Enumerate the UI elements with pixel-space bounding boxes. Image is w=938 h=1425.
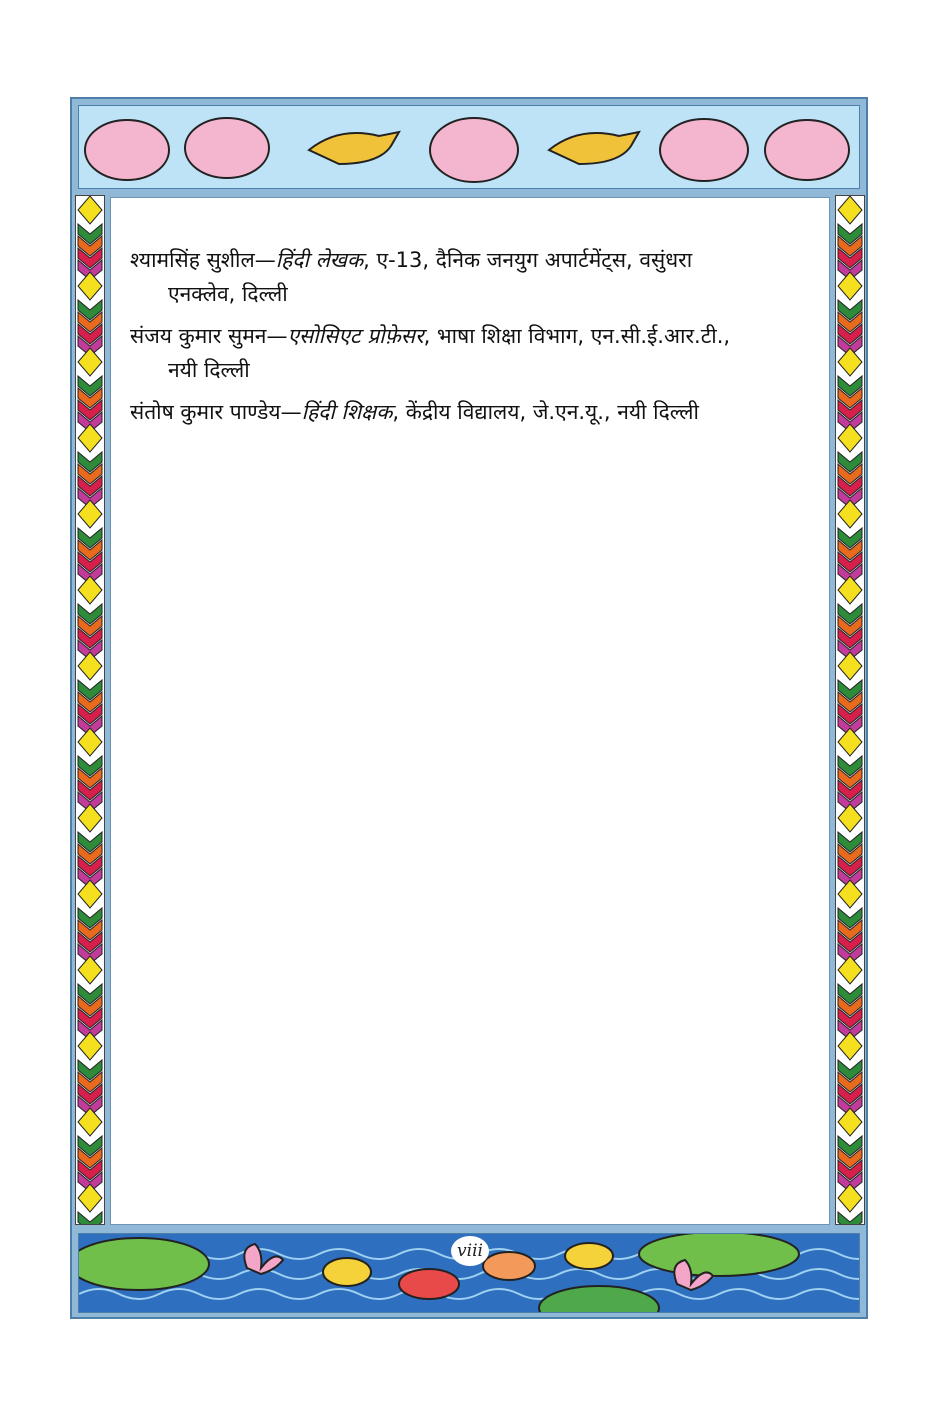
- chevron-pattern-icon: [838, 880, 862, 908]
- chevron-pattern-icon: [78, 1108, 102, 1136]
- contributor-address: , ए-13, दैनिक जनयुग अपार्टमेंट्स, वसुंधरा: [363, 248, 693, 272]
- chevron-pattern-icon: [838, 424, 862, 452]
- chevron-pattern-icon: [838, 652, 862, 680]
- chevron-pattern-icon: [838, 348, 862, 376]
- chevron-pattern-icon: [78, 804, 102, 832]
- contributor-address-cont: एनक्लेव, दिल्ली: [168, 282, 288, 306]
- contributors-list: [130, 243, 808, 437]
- contributor-role: हिंदी लेखक: [275, 248, 364, 272]
- chevron-pattern-icon: [838, 1184, 862, 1212]
- chevron-pattern-icon: [78, 1212, 102, 1224]
- chevron-pattern-icon: [838, 1108, 862, 1136]
- contributor-address: , भाषा शिक्षा विभाग, एन.सी.ई.आर.टी.,: [423, 324, 731, 348]
- chevron-pattern-icon: [838, 728, 862, 756]
- separator-dash: —: [266, 324, 288, 348]
- chevron-pattern-icon: [78, 880, 102, 908]
- chevron-pattern-icon: [78, 728, 102, 756]
- contributor-name: संतोष कुमार पाण्डेय: [130, 400, 281, 424]
- chevron-pattern-icon: [78, 424, 102, 452]
- right-decorative-strip: [835, 195, 865, 1225]
- chevron-pattern-icon: [838, 272, 862, 300]
- contributor-name: संजय कुमार सुमन: [130, 324, 267, 348]
- chevron-pattern-icon: [838, 1212, 862, 1224]
- cloud-icon: [85, 118, 849, 182]
- page-number: viii: [451, 1236, 489, 1266]
- separator-dash: —: [254, 248, 276, 272]
- left-decorative-strip: [75, 195, 105, 1225]
- chevron-pattern-icon: [78, 1032, 102, 1060]
- contributor-entry: [130, 319, 808, 387]
- contributor-address-cont: नयी दिल्ली: [168, 358, 250, 382]
- chevron-pattern-icon: [78, 196, 102, 224]
- contributor-entry: [130, 243, 808, 311]
- contributor-address: , केंद्रीय विद्यालय, जे.एन.यू., नयी दिल्ली: [392, 400, 699, 424]
- chevron-pattern-icon: [838, 956, 862, 984]
- chevron-pattern-icon: [78, 1184, 102, 1212]
- separator-dash: —: [280, 400, 302, 424]
- chevron-pattern-icon: [838, 1032, 862, 1060]
- chevron-pattern-icon: [78, 272, 102, 300]
- chevron-pattern-icon: [78, 576, 102, 604]
- contributor-entry: [130, 395, 808, 429]
- chevron-pattern-icon: [838, 804, 862, 832]
- chevron-pattern-icon: [838, 576, 862, 604]
- chevron-pattern-icon: [78, 652, 102, 680]
- contributor-role: एसोसिएट प्रोफ़ेसर: [287, 324, 424, 348]
- top-decorative-band: [78, 105, 860, 189]
- chevron-pattern-icon: [78, 500, 102, 528]
- contributor-name: श्यामसिंह सुशील: [130, 248, 255, 272]
- contributor-role: हिंदी शिक्षक: [301, 400, 393, 424]
- chevron-pattern-icon: [78, 956, 102, 984]
- chevron-pattern-icon: [78, 348, 102, 376]
- chevron-pattern-icon: [838, 196, 862, 224]
- chevron-pattern-icon: [838, 500, 862, 528]
